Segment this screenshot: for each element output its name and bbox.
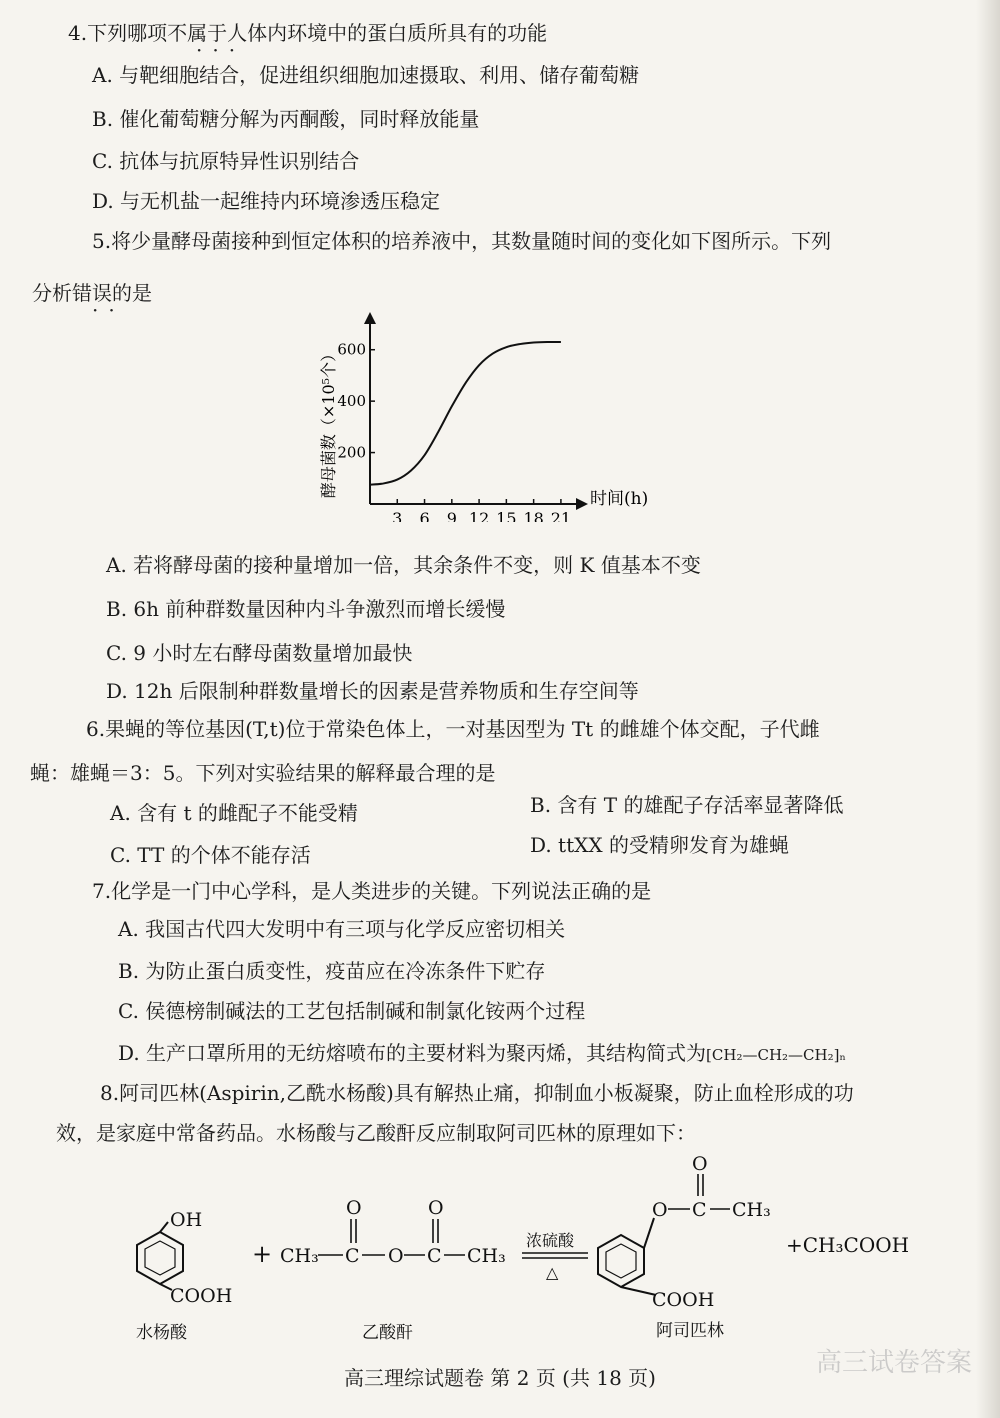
- q4-stem: 4.下列哪项不属于人体内环境中的蛋白质所具有的功能: [68, 21, 548, 45]
- x-axis-arrow: [576, 498, 588, 510]
- q4-emphasis-dots: ···: [196, 38, 246, 62]
- q6-option-c: C. TT 的个体不能存活: [110, 843, 311, 867]
- x-tick-label: 15: [496, 509, 517, 522]
- anhydride-c-right: C: [427, 1245, 442, 1267]
- x-tick-label: 18: [523, 509, 544, 522]
- aspirin-ester-o: O: [652, 1199, 668, 1221]
- x-tick-label: 6: [419, 509, 430, 522]
- aspirin-reaction-scheme: [0, 1150, 1000, 1350]
- anhydride-ch3-left: CH₃: [280, 1245, 319, 1267]
- anhydride-c-left: C: [345, 1245, 360, 1267]
- watermark: 高三试卷答案: [815, 1348, 972, 1378]
- aspirin-ester-o-top: O: [692, 1153, 708, 1175]
- q5-option-a: A. 若将酵母菌的接种量增加一倍，其余条件不变，则 K 值基本不变: [106, 553, 701, 577]
- y-axis-arrow: [364, 312, 376, 324]
- heat-symbol: △: [546, 1263, 559, 1282]
- aspirin-ch3: CH₃: [732, 1199, 771, 1221]
- yeast-growth-chart: [300, 312, 660, 522]
- q5-option-c: C. 9 小时左右酵母菌数量增加最快: [106, 641, 413, 665]
- q5-option-b: B. 6h 前种群数量因种内斗争激烈而增长缓慢: [106, 597, 506, 621]
- q7-option-d: [118, 1040, 846, 1068]
- polypropylene-formula: [CH₂—CH₂—CH₂]ₙ: [706, 1046, 846, 1064]
- aspirin-o-bond: [644, 1218, 654, 1248]
- plus-sign-1: +: [252, 1240, 273, 1268]
- q5-stem-line1: 5.将少量酵母菌接种到恒定体积的培养液中，其数量随时间的变化如下图所示。下列: [92, 229, 832, 253]
- anhydride-o-top-right: O: [428, 1197, 444, 1219]
- q7-option-a: A. 我国古代四大发明中有三项与化学反应密切相关: [118, 917, 566, 941]
- q6-stem-line1: 6.果蝇的等位基因(T,t)位于常染色体上，一对基因型为 Tt 的雌雄个体交配，子代雌: [86, 717, 820, 741]
- growth-curve: [370, 342, 561, 485]
- salicylic-inner-ring: [145, 1241, 175, 1275]
- q7-option-b: B. 为防止蛋白质变性，疫苗应在冷冻条件下贮存: [118, 959, 546, 983]
- q4-option-b: B. 催化葡萄糖分解为丙酮酸，同时释放能量: [92, 107, 480, 131]
- q6-option-b: B. 含有 T 的雄配子存活率显著降低: [530, 793, 844, 817]
- chart-svg: [300, 312, 660, 522]
- q8-stem-line2: 效，是家庭中常备药品。水杨酸与乙酸酐反应制取阿司匹林的原理如下：: [56, 1121, 696, 1145]
- page-footer: 高三理综试题卷 第 2 页 (共 18 页): [344, 1366, 656, 1390]
- acetic-acid-product: +CH₃COOH: [786, 1233, 910, 1257]
- q4-option-c: C. 抗体与抗原特异性识别结合: [92, 149, 360, 173]
- y-tick-label: 200: [337, 443, 366, 462]
- salicylic-oh-bond: [160, 1222, 168, 1232]
- x-tick-label: 21: [550, 509, 572, 522]
- x-tick-label: 12: [468, 509, 490, 522]
- x-tick-label: 9: [446, 509, 457, 522]
- aspirin-ester-c: C: [692, 1199, 707, 1221]
- aspirin-name: 阿司匹林: [656, 1321, 724, 1341]
- q4-option-d: D. 与无机盐一起维持内环境渗透压稳定: [92, 189, 441, 213]
- aspirin-inner-ring: [606, 1244, 636, 1278]
- y-tick-label: 600: [337, 340, 366, 359]
- aspirin-cooh: COOH: [652, 1289, 715, 1311]
- aspirin-cooh-bond: [621, 1287, 656, 1295]
- y-tick-label: 400: [337, 392, 366, 411]
- catalyst-label: 浓硫酸: [526, 1231, 575, 1250]
- q4-option-a: A. 与靶细胞结合，促进组织细胞加速摄取、利用、储存葡萄糖: [92, 63, 640, 87]
- x-axis-label: 时间(h): [590, 489, 649, 509]
- q6-stem-line2: 蝇：雄蝇＝3：5。下列对实验结果的解释最合理的是: [30, 761, 496, 785]
- x-tick-label: 3: [392, 509, 403, 522]
- anhydride-o-mid: O: [388, 1245, 404, 1267]
- salicylic-cooh: COOH: [170, 1285, 233, 1307]
- q7-stem: 7.化学是一门中心学科，是人类进步的关键。下列说法正确的是: [92, 879, 652, 903]
- acetic-anhydride-name: 乙酸酐: [362, 1323, 413, 1343]
- salicylic-acid-name: 水杨酸: [136, 1323, 187, 1343]
- q5-emphasis-dots: ··: [92, 298, 125, 322]
- q5-stem-line2: 分析错误的是: [32, 281, 152, 305]
- anhydride-o-top-left: O: [346, 1197, 362, 1219]
- q8-stem-line1: 8.阿司匹林(Aspirin,乙酰水杨酸)具有解热止痛，抑制血小板凝聚，防止血栓形成的功: [100, 1081, 854, 1105]
- aspirin-benzene-ring: [598, 1235, 644, 1287]
- salicylic-benzene-ring: [137, 1232, 183, 1284]
- salicylic-oh: OH: [170, 1209, 203, 1231]
- q7-option-d-text: D. 生产口罩所用的无纺熔喷布的主要材料为聚丙烯，其结构简式为: [118, 1041, 707, 1065]
- anhydride-ch3-right: CH₃: [467, 1245, 506, 1267]
- q6-option-a: A. 含有 t 的雌配子不能受精: [110, 801, 358, 825]
- q6-option-d: D. ttXX 的受精卵发育为雄蝇: [530, 833, 789, 857]
- q5-option-d: D. 12h 后限制种群数量增长的因素是营养物质和生存空间等: [106, 679, 639, 703]
- q7-option-c: C. 侯德榜制碱法的工艺包括制碱和制氯化铵两个过程: [118, 999, 586, 1023]
- y-axis-label: 酵母菌数（×10⁵个）: [319, 345, 338, 499]
